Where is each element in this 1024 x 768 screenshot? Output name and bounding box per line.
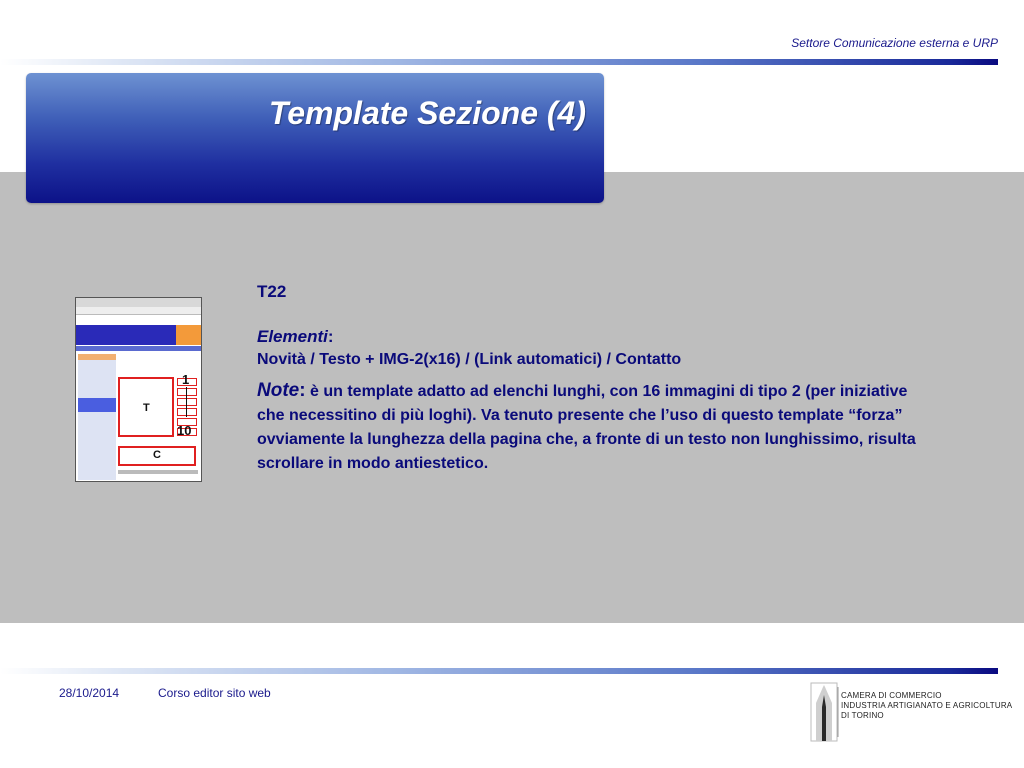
thumb-image-slot	[177, 388, 197, 396]
thumb-range-arrow	[186, 387, 187, 417]
note-text: è un template adatto ad elenchi lunghi, con 16 immagini di tipo 2 (per iniziative che necessitino di più loghi). Va tenuto presente che l’uso di questo template “forza” ovviamente la lunghezza della pagina che, a fronte di un testo non lunghissimo, risulta scrollare in modo antiestetico.	[257, 383, 916, 472]
thumb-banner-orange	[176, 325, 201, 345]
header-divider	[0, 59, 998, 65]
elements-label: Elementi	[257, 327, 328, 346]
thumb-image-slot	[177, 408, 197, 416]
template-thumbnail	[75, 297, 202, 482]
thumb-range-end: 10	[177, 423, 192, 438]
footer-course: Corso editor sito web	[158, 686, 271, 700]
thumb-left-highlight	[78, 398, 116, 412]
logo-line-2: INDUSTRIA ARTIGIANATO E AGRICOLTURA	[841, 701, 1013, 710]
elements-colon: :	[327, 327, 334, 346]
title-box	[26, 73, 604, 203]
footer-divider	[0, 668, 998, 674]
note-paragraph	[257, 379, 922, 476]
chamber-logo-text	[841, 691, 1012, 721]
thumb-text-label: T	[143, 402, 150, 414]
thumb-range-start: 1	[182, 372, 190, 387]
footer-date: 28/10/2014	[59, 686, 120, 700]
thumb-image-slot	[177, 398, 197, 406]
logo-line-3: DI TORINO	[841, 711, 884, 720]
thumb-footer-strip	[118, 470, 198, 474]
note-colon: :	[299, 380, 306, 401]
thumb-contact-label: C	[153, 449, 161, 461]
elements-text: Novità / Testo + IMG-2(x16) / (Link automatici) / Contatto	[257, 351, 682, 368]
elements-heading	[257, 327, 927, 347]
header-label: Settore Comunicazione esterna e URP	[791, 36, 998, 50]
thumb-left-column	[78, 354, 116, 480]
thumb-left-block	[78, 354, 116, 360]
thumb-browser-bar	[76, 298, 201, 307]
logo-line-1: CAMERA DI COMMERCIO	[841, 691, 942, 700]
thumb-menu-bar	[76, 307, 201, 315]
note-label: Note	[257, 380, 300, 401]
slide-title: Template Sezione (4)	[268, 95, 586, 131]
template-code: T22	[257, 282, 287, 301]
thumb-nav-strip	[76, 346, 201, 351]
content-block	[257, 282, 927, 476]
